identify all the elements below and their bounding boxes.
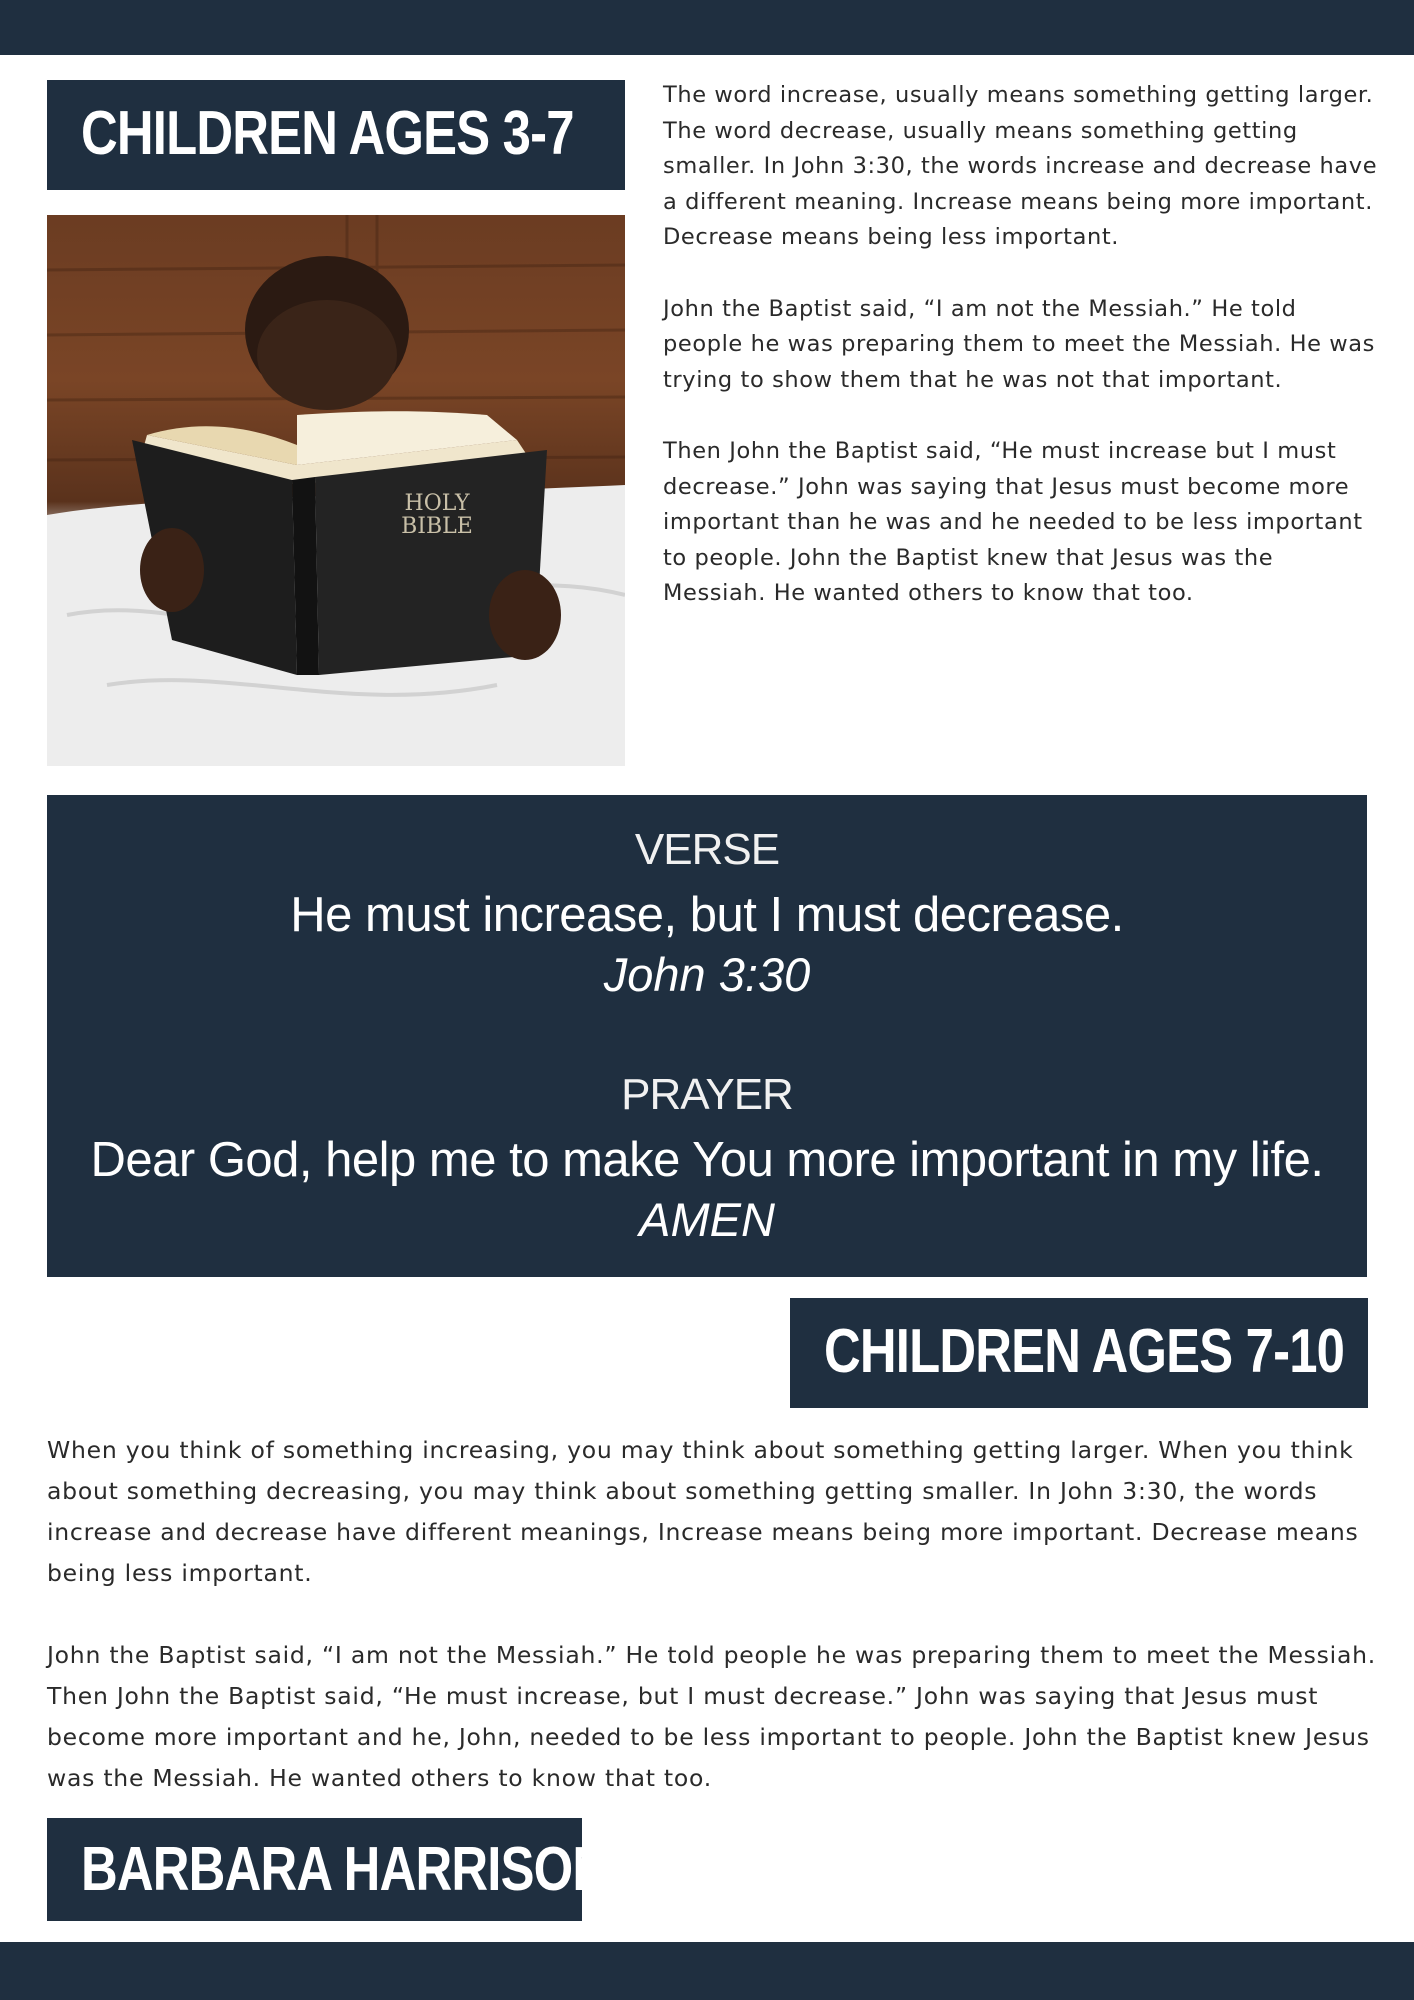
book-title-line1: HOLY bbox=[404, 491, 470, 516]
heading-text: CHILDREN AGES 7-10 bbox=[824, 1317, 1345, 1386]
verse-reference: John 3:30 bbox=[603, 948, 811, 1001]
heading-text: CHILDREN AGES 3-7 bbox=[81, 99, 574, 168]
verse-label: VERSE bbox=[634, 825, 780, 874]
ages-3-7-body bbox=[663, 78, 1383, 648]
top-banner bbox=[0, 0, 1414, 55]
book-title-line2: BIBLE bbox=[401, 514, 473, 539]
author-name: BARBARA HARRISON bbox=[81, 1835, 609, 1904]
verse-prayer-box bbox=[47, 795, 1367, 1277]
bottom-banner bbox=[0, 1942, 1414, 2000]
ages-7-10-body bbox=[47, 1430, 1377, 1840]
ages-7-10-paragraph-1: When you think of something increasing, you may think about something getting larger. When you think about something decreasing, you may think about something getting smaller. In John 3:30, the words increase and decrease have different meanings, Increase means being more important. Decrease means being less important. bbox=[47, 1436, 1359, 1587]
author-name-banner bbox=[47, 1818, 609, 1921]
prayer-text: Dear God, help me to make You more important in my life. bbox=[90, 1133, 1324, 1187]
verse-text: He must increase, but I must decrease. bbox=[290, 888, 1124, 942]
heading-children-ages-7-10 bbox=[790, 1298, 1368, 1408]
prayer-closing: AMEN bbox=[639, 1193, 775, 1246]
heading-children-ages-3-7 bbox=[47, 80, 625, 190]
ages-3-7-paragraph-2: John the Baptist said, “I am not the Messiah.” He told people he was preparing them to meet the Messiah. He was trying to show them that he was not that important. bbox=[663, 295, 1376, 393]
child-reading-bible-photo bbox=[47, 215, 625, 766]
ages-3-7-paragraph-3: Then John the Baptist said, “He must increase but I must decrease.” John was saying that Jesus must become more important than he was and he needed to be less important to people. John the Baptist knew that Jesus was the Messiah. He wanted others to know that too. bbox=[663, 437, 1363, 607]
ages-7-10-paragraph-2: John the Baptist said, “I am not the Messiah.” He told people he was preparing them to meet the Messiah. Then John the Baptist said, “He must increase, but I must decrease.” John was saying that Jesus must become more important and he, John, needed to be less important to people. John the Baptist knew Jesus was the Messiah. He wanted others to know that too. bbox=[47, 1641, 1376, 1792]
ages-3-7-paragraph-1: The word increase, usually means something getting larger. The word decrease, usually means something getting smaller. In John 3:30, the words increase and decrease have a different meaning. Increase means being more important. Decrease means being less important. bbox=[663, 82, 1378, 251]
photo-illustration bbox=[47, 215, 625, 766]
prayer-label: PRAYER bbox=[621, 1070, 793, 1119]
